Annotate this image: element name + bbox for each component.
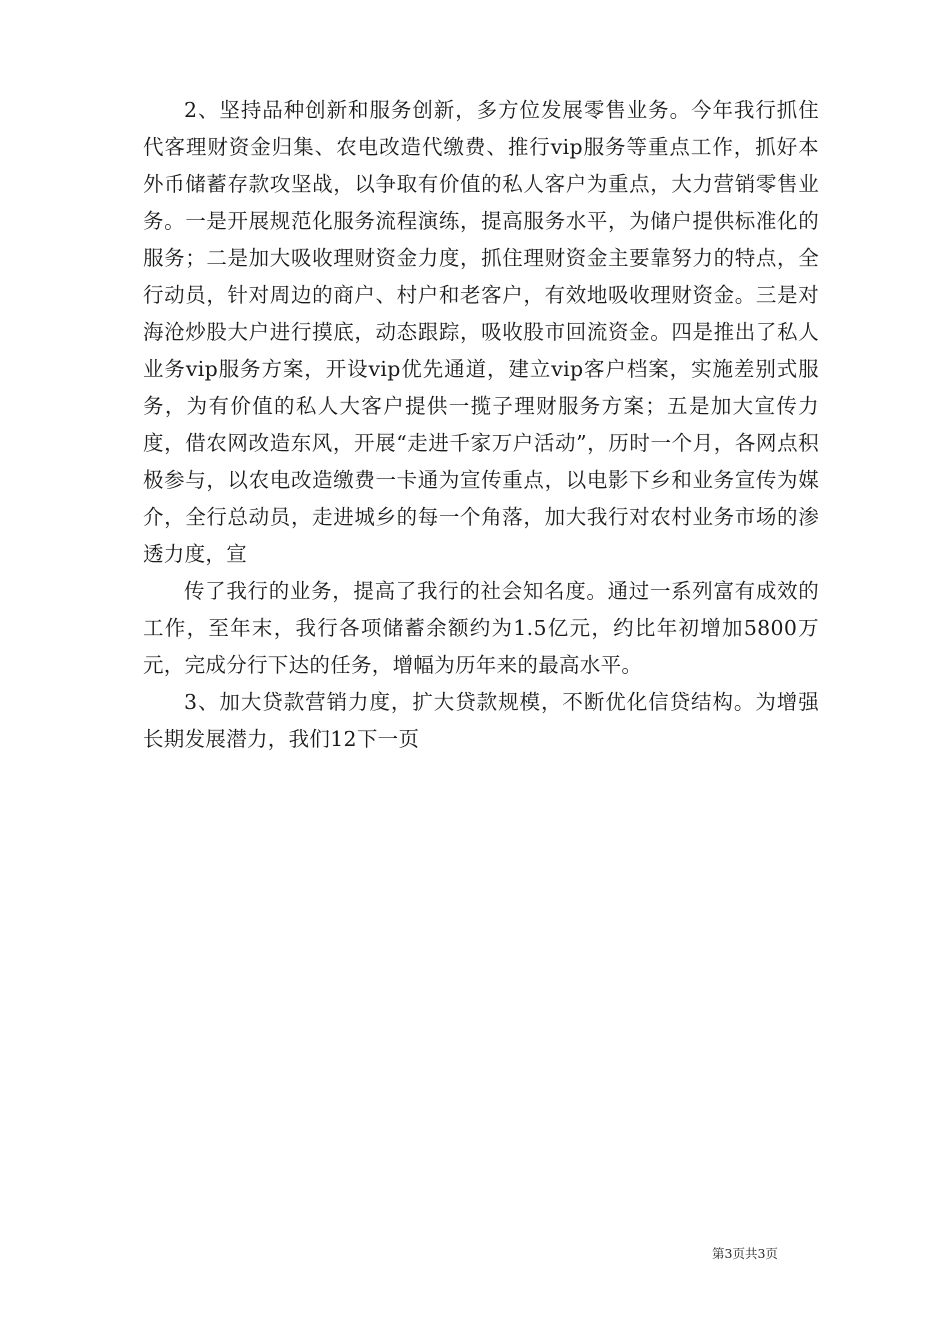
paragraph-savings-results: 传了我行的业务，提高了我行的社会知名度。通过一系列富有成效的工作，至年末，我行各项储蓄余额约为1.5亿元，约比年初增加5800万元，完成分行下达的任务，增幅为历年来的最高水平。 [143,579,819,677]
page-number: 第3页共3页 [712,1246,778,1261]
paragraph-loan-marketing: 3、加大贷款营销力度，扩大贷款规模，不断优化信贷结构。为增强长期发展潜力，我们12下一页 [143,690,819,751]
document-body [143,92,819,758]
paragraph-retail-business: 2、坚持品种创新和服务创新，多方位发展零售业务。今年我行抓住代客理财资金归集、农电改造代缴费、推行vip服务等重点工作，抓好本外币储蓄存款攻坚战，以争取有价值的私人客户为重点，大力营销零售业务。一是开展规范化服务流程演练，提高服务水平，为储户提供标准化的服务；二是加大吸收理财资金力度，抓住理财资金主要靠努力的特点，全行动员，针对周边的商户、村户和老客户，有效地吸收理财资金。三是对海沧炒股大户进行摸底，动态跟踪，吸收股市回流资金。四是推出了私人业务vip服务方案，开设vip优先通道，建立vip客户档案，实施差别式服务，为有价值的私人大客户提供一揽子理财服务方案；五是加大宣传力度，借农网改造东风，开展“走进千家万户活动”，历时一个月，各网点积极参与，以农电改造缴费一卡通为宣传重点，以电影下乡和业务宣传为媒介，全行总动员，走进城乡的每一个角落，加大我行对农村业务市场的渗透力度，宣 [143,98,819,566]
